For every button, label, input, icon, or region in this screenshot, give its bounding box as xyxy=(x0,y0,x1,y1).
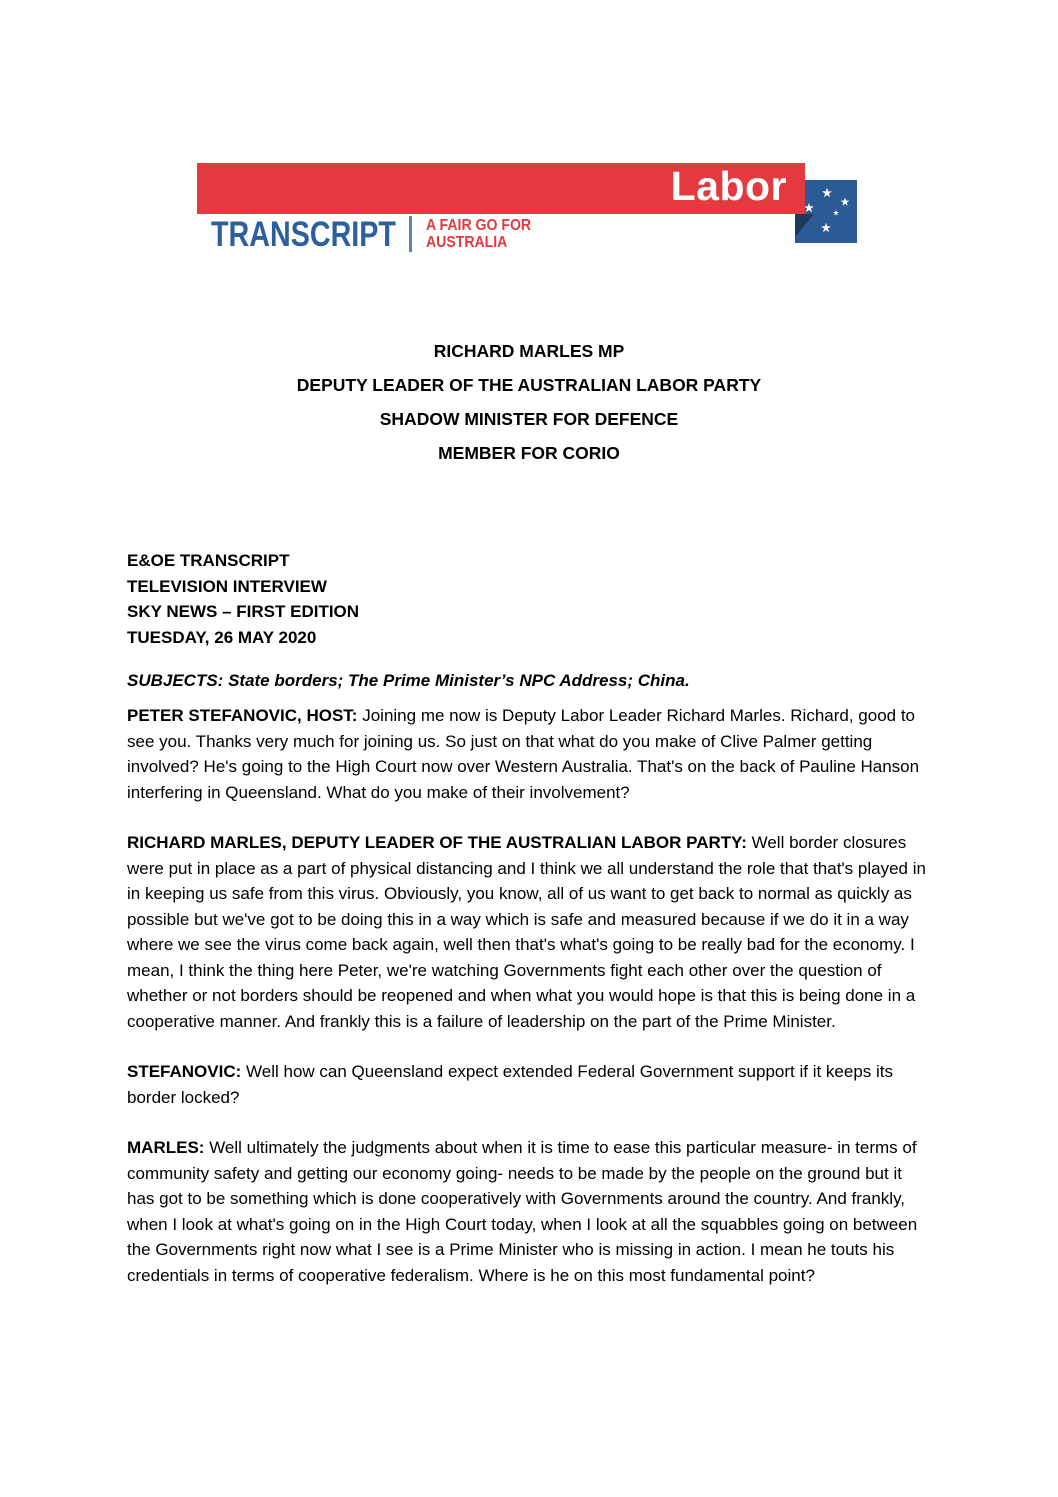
title-role-1: DEPUTY LEADER OF THE AUSTRALIAN LABOR PARTY xyxy=(296,375,762,395)
tagline-line1: A FAIR GO FOR xyxy=(425,217,531,234)
title-role-2: SHADOW MINISTER FOR DEFENCE xyxy=(379,409,679,429)
labor-logo xyxy=(197,163,877,273)
labor-wordmark: Labor xyxy=(670,163,787,209)
speaker-text: Well how can Queensland expect extended Federal Government support if it keeps its border locked? xyxy=(127,1062,894,1107)
speaker-label: MARLES: xyxy=(127,1138,205,1157)
speaker-text: Well border closures were put in place as a part of physical distancing and I think we all understand the role that that's played in in keeping us safe from this virus. Obviously, you know, all of us want to get back to normal as quickly as possible but we've got to be doing this in a way which is safe and measured because if we do it in a way where we see the virus come back again, well then that's what's going to be really bad for the economy. I mean, I think the thing here Peter, we're watching Governments fight each other over the question of whether or not borders should be reopened and when what you would hope is that this is being done in a cooperative manner. And frankly this is a failure of leadership on the part of the Prime Minister. xyxy=(127,833,926,1031)
meta-block xyxy=(127,548,359,650)
speaker-text: Joining me now is Deputy Labor Leader Richard Marles. Richard, good to see you. Thanks very much for joining us. So just on that what do you make of Clive Palmer getting involved? He's going to the High Court now over Western Australia. That's on the back of Pauline Hanson interfering in Queensland. What do you make of their involvement? xyxy=(127,706,920,802)
tagline xyxy=(426,217,531,251)
speaker-label: PETER STEFANOVIC, HOST: xyxy=(127,706,358,725)
speaker-label: RICHARD MARLES, DEPUTY LEADER OF THE AUSTRALIAN LABOR PARTY: xyxy=(127,833,747,852)
speaker-text: Well ultimately the judgments about when it is time to ease this particular measure- in terms of community safety and getting our economy going- needs to be made by the people on the ground but it has got to be something which is done cooperatively with Governments around the country. And frankly, when I look at what's going on in the High Court today, when I look at all the squabbles going on between the Governments right now what I see is a Prime Minister who is missing in action. I mean he touts his credentials in terms of cooperative federalism. Where is he on this most fundamental point? xyxy=(127,1138,918,1285)
meta-line-date: TUESDAY, 26 MAY 2020 xyxy=(127,627,317,647)
transcript-paragraph xyxy=(127,1135,933,1288)
meta-line-type: TELEVISION INTERVIEW xyxy=(127,576,327,596)
title-name: RICHARD MARLES MP xyxy=(433,341,625,361)
labor-banner xyxy=(197,163,805,214)
transcript-label: TRANSCRIPT xyxy=(211,214,396,254)
title-role-3: MEMBER FOR CORIO xyxy=(438,443,620,463)
transcript-body xyxy=(127,703,933,1313)
subjects-line: SUBJECTS: State borders; The Prime Minister’s NPC Address; China. xyxy=(127,671,690,690)
transcript-paragraph xyxy=(127,830,933,1034)
meta-line-eoe: E&OE TRANSCRIPT xyxy=(127,551,290,570)
transcript-paragraph xyxy=(127,1059,933,1110)
logo-subtitle-row xyxy=(211,216,545,252)
title-block xyxy=(0,334,1058,470)
speaker-label: STEFANOVIC: xyxy=(127,1062,242,1081)
transcript-paragraph xyxy=(127,703,933,805)
logo-separator xyxy=(409,216,412,252)
meta-line-program: SKY NEWS – FIRST EDITION xyxy=(127,602,360,621)
tagline-line2: AUSTRALIA xyxy=(425,234,507,251)
